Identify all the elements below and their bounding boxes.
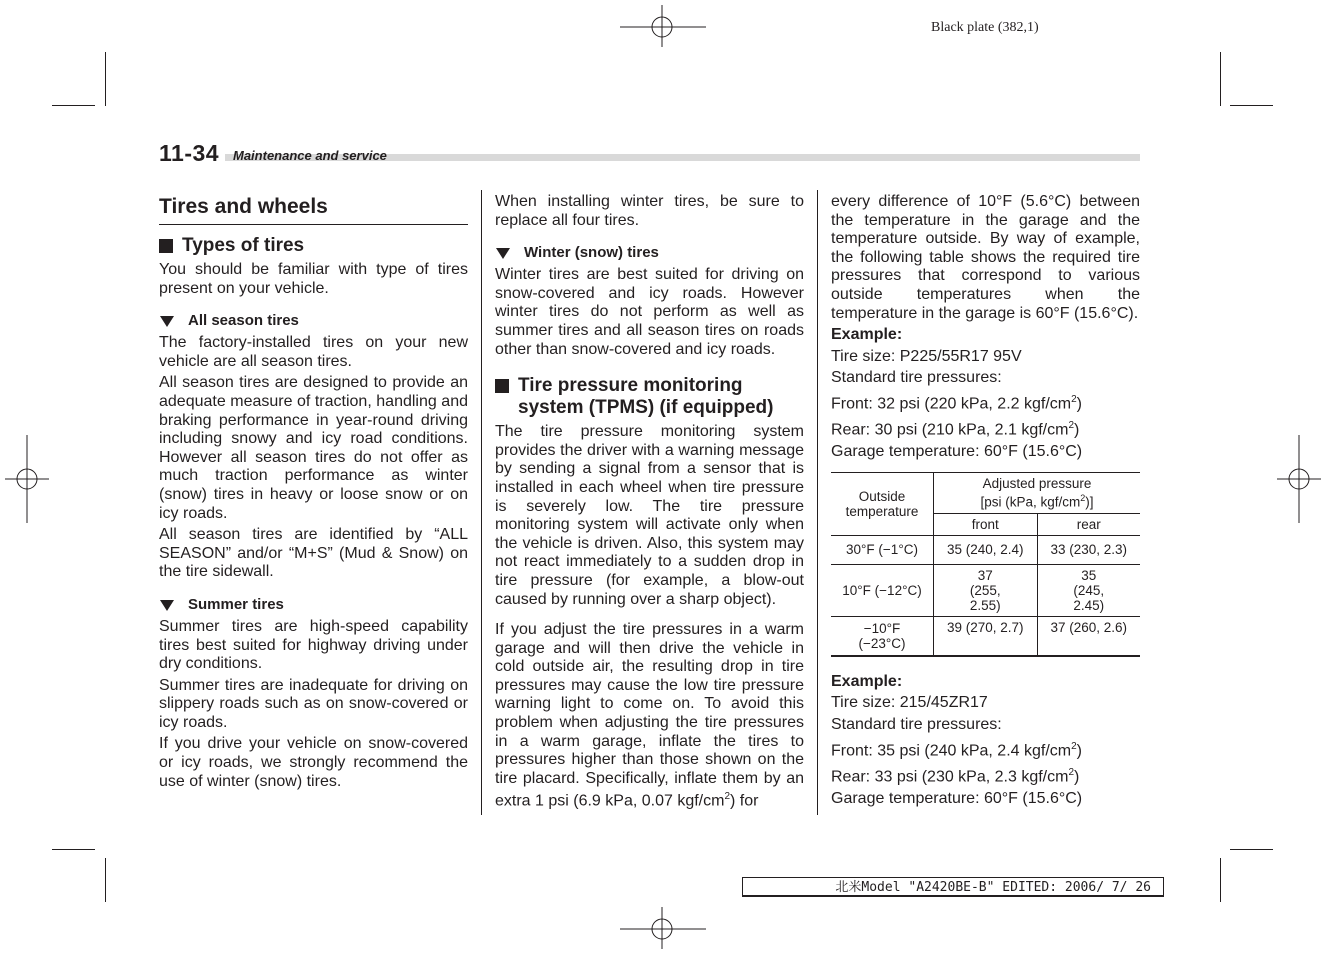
subsection-heading xyxy=(159,235,468,257)
cell-rear: 37 (260, 2.6) xyxy=(1037,616,1140,656)
cell-temp: 30°F (−1°C) xyxy=(831,535,934,564)
text: ) xyxy=(1074,767,1080,785)
header-rear: rear xyxy=(1037,513,1140,535)
text: Front: 32 psi (220 kPa, 2.2 kgf/cm xyxy=(831,395,1072,413)
rear-pressure xyxy=(831,417,1140,440)
paragraph xyxy=(495,621,804,811)
subsection-heading xyxy=(495,375,804,419)
registration-mark-bottom xyxy=(620,907,706,949)
paragraph: The factory-installed tires on your new vehicle are all season tires. xyxy=(159,334,468,370)
square-bullet-icon xyxy=(495,379,509,393)
column-2 xyxy=(495,193,804,814)
header-outside-temperature: Outside temperature xyxy=(831,473,934,536)
paragraph: All season tires are identified by “ALL SEASON” and/or “M+S” (Mud & Snow) on the tire sidewall. xyxy=(159,526,468,581)
page-number: 11-34 xyxy=(159,140,220,166)
column-3 xyxy=(831,193,1140,811)
registration-mark-right xyxy=(1277,435,1321,523)
tire-size: Tire size: 215/45ZR17 xyxy=(831,694,988,712)
paragraph: Summer tires are high-speed capability tires best suited for highway driving under dry conditions. xyxy=(159,617,468,673)
header-front: front xyxy=(934,513,1038,535)
heading-text: Tire pressure monitoring system (TPMS) (if equipped) xyxy=(518,375,774,419)
cell-rear: 35 (245, 2.45) xyxy=(1037,564,1140,616)
rear-pressure xyxy=(831,764,1140,787)
column-divider xyxy=(481,190,482,815)
superscript: 2 xyxy=(1068,766,1075,778)
topic-heading xyxy=(159,596,468,614)
header-line xyxy=(938,491,1136,510)
paragraph: You should be familiar with type of tires present on your vehicle. xyxy=(159,261,468,297)
text: Rear: 30 psi (210 kPa, 2.1 kgf/cm xyxy=(831,421,1069,439)
paragraph-text: If you adjust the tire pressures in a warm garage and will then drive the vehicle in cold outside air, the resulting drop in tire pressures may cause the low tire pressure warning light to come on. To avoid this problem when adjusting the tire pressures in a warm garage, inflate the tires to pressures higher than those shown on the tire placard. Specifically, inflate them by an extra 1 psi (6.9 kPa, 0.07 kgf/cm xyxy=(495,621,804,810)
paragraph: All season tires are designed to provide an adequate measure of traction, handling and braking performance in year-round driving including snowy and icy road conditions. However all season tires do not offer as much traction performance as winter (snow) tires in heavy or loose snow or on icy roads. xyxy=(159,374,468,522)
cell-front: 37 (255, 2.55) xyxy=(934,564,1038,616)
text: Front: 35 psi (240 kPa, 2.4 kgf/cm xyxy=(831,741,1072,759)
square-bullet-icon xyxy=(159,239,173,253)
table-row xyxy=(831,616,1140,656)
column-divider xyxy=(817,190,818,815)
header-line: Adjusted pressure xyxy=(982,476,1092,492)
cell-temp: −10°F (−23°C) xyxy=(831,616,934,656)
text: [psi (kPa, kgf/cm xyxy=(980,494,1081,510)
superscript: 2 xyxy=(1080,493,1086,504)
heading-text: Winter (snow) tires xyxy=(524,244,659,262)
topic-heading xyxy=(495,244,804,262)
section-title: Tires and wheels xyxy=(159,195,468,225)
superscript: 2 xyxy=(1071,740,1077,752)
superscript: 2 xyxy=(1068,419,1075,431)
paragraph-text: ) for xyxy=(730,792,759,810)
registration-mark-left xyxy=(5,435,49,523)
text: ) xyxy=(1076,741,1082,759)
chapter-title: Maintenance and service xyxy=(233,148,387,163)
cell-temp: 10°F (−12°C) xyxy=(831,564,934,616)
text: ) xyxy=(1076,395,1082,413)
paragraph: If you drive your vehicle on snow-covered or icy roads, we strongly recommend the use of winter (snow) tires. xyxy=(159,735,468,790)
standard-pressures-label: Standard tire pressures: xyxy=(831,716,1002,734)
front-pressure xyxy=(831,738,1140,761)
superscript: 2 xyxy=(1071,393,1077,405)
heading-text: Summer tires xyxy=(188,595,284,613)
text: ) xyxy=(1074,421,1080,439)
cell-rear: 33 (230, 2.3) xyxy=(1037,535,1140,564)
cell-front: 39 (270, 2.7) xyxy=(934,616,1038,656)
front-pressure xyxy=(831,391,1140,414)
text: )] xyxy=(1085,494,1094,510)
edit-footer: 北米Model "A2420BE-B" EDITED: 2006/ 7/ 26 xyxy=(742,877,1164,897)
example-label: Example: xyxy=(831,672,903,690)
heading-text: All season tires xyxy=(188,312,299,330)
garage-temperature: Garage temperature: 60°F (15.6°C) xyxy=(831,789,1083,807)
text: Rear: 33 psi (230 kPa, 2.3 kgf/cm xyxy=(831,767,1069,785)
paragraph: The tire pressure monitoring system provides the driver with a warning message by sending a signal from a sensor that is installed in each wheel when tire pressure is severely low. The tire pressure monitoring system will activate only when the vehicle is driven. Also, this system may not react immediately to a sudden drop in tire pressure (for example, a blow-out caused by running over a sharp object). xyxy=(495,423,804,608)
table-row xyxy=(831,535,1140,564)
triangle-bullet-icon xyxy=(160,600,174,611)
table-row xyxy=(831,564,1140,616)
topic-heading xyxy=(159,312,468,330)
garage-temperature: Garage temperature: 60°F (15.6°C) xyxy=(831,442,1083,460)
header-adjusted-pressure xyxy=(934,473,1141,514)
paragraph: When installing winter tires, be sure to replace all four tires. xyxy=(495,193,804,229)
triangle-bullet-icon xyxy=(496,248,510,259)
tire-size: Tire size: P225/55R17 95V xyxy=(831,347,1022,365)
paragraph: Winter tires are best suited for driving on snow-covered and icy roads. However winter tires do not perform as well as summer tires and all season tires on roads other than snow-covered and icy roads. xyxy=(495,266,804,358)
registration-mark-top xyxy=(620,5,706,47)
superscript: 2 xyxy=(724,791,730,803)
heading-text: Types of tires xyxy=(182,235,305,256)
plate-label: Black plate (382,1) xyxy=(931,20,1039,35)
pressure-table xyxy=(831,472,1140,657)
cell-front: 35 (240, 2.4) xyxy=(934,535,1038,564)
paragraph: Summer tires are inadequate for driving on slippery roads such as on snow-covered or icy roads. xyxy=(159,676,468,731)
paragraph: every difference of 10°F (5.6°C) between the temperature in the garage and the temperature outside. By way of example, the following table shows the required tire pressures that correspond to various outside temperatures when the temperature in the garage is 60°F (15.6°C). xyxy=(831,193,1140,322)
column-1 xyxy=(159,193,468,794)
standard-pressures-label: Standard tire pressures: xyxy=(831,369,1002,387)
example-label: Example: xyxy=(831,326,903,344)
triangle-bullet-icon xyxy=(160,316,174,327)
